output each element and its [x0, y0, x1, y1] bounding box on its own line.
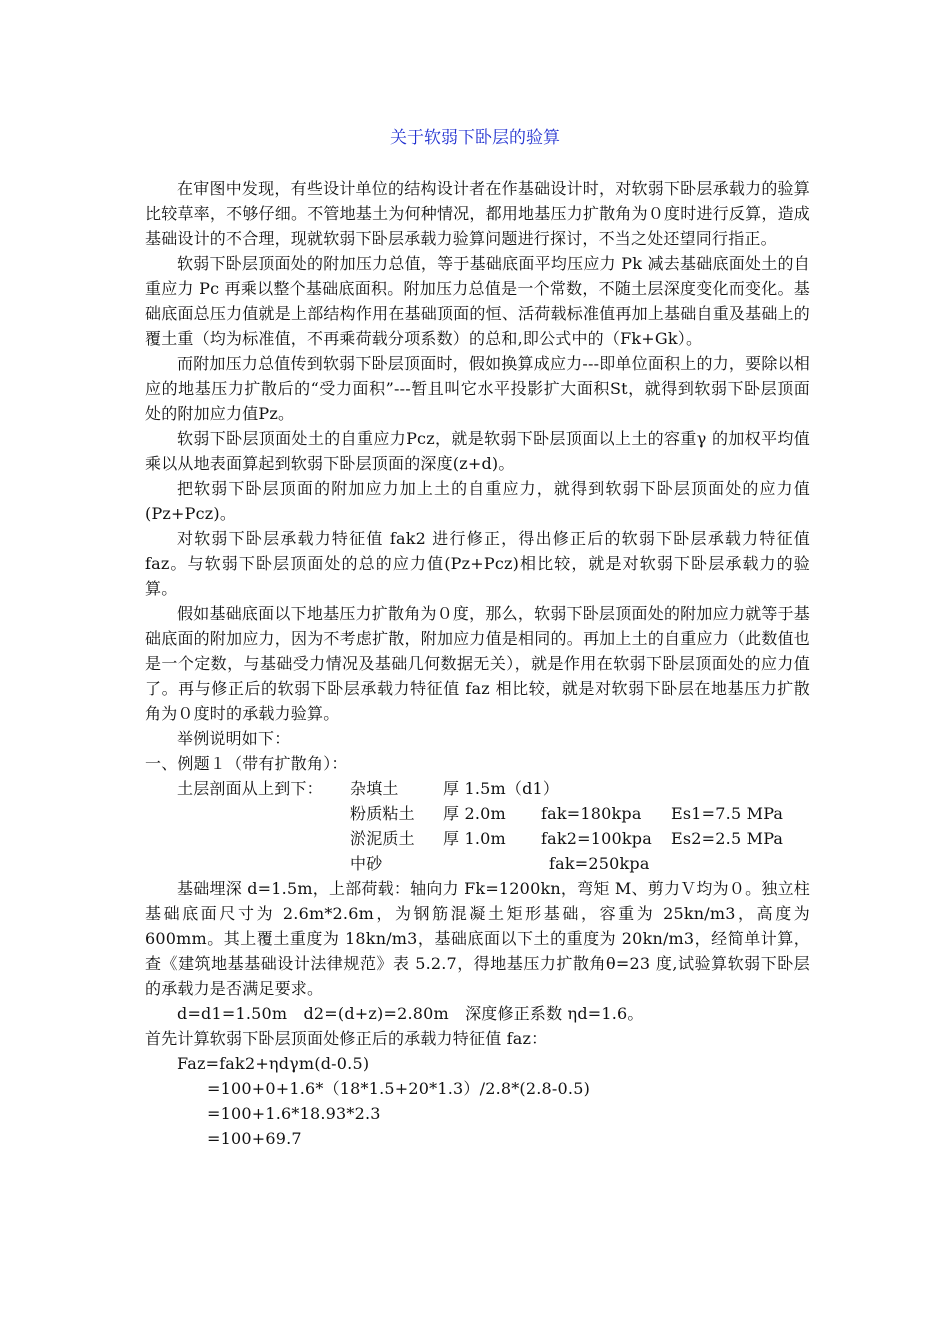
calc-line: Faz=fak2+ηdγm(d-0.5)	[177, 1054, 370, 1073]
document-body	[145, 176, 810, 1151]
soil-row	[145, 826, 810, 851]
soil-es: Es1=7.5 MPa	[671, 804, 784, 823]
example-description: 基础埋深 d=1.5m，上部荷载：轴向力 Fk=1200kn，弯矩 M、剪力Ｖ均为０。独立柱基础底面尺寸为 2.6m*2.6m，为钢筋混凝土矩形基础，容重为 25kn/m3，高度为 600mm。其上覆土重度为 18kn/m3，基础底面以下土的重度为 20kn/m3，经简单计算，查《建筑地基基础设计法律规范》表 5.2.7，得地基压力扩散角θ=23 度,试验算软弱下卧层的承载力是否满足要求。	[145, 879, 810, 998]
soil-fak: fak=250kpa	[549, 854, 650, 873]
soil-fak: fak=180kpa	[541, 804, 642, 823]
calc-intro: 首先计算软弱下卧层顶面处修正后的承载力特征值 faz：	[145, 1029, 548, 1048]
soil-row	[145, 801, 810, 826]
paragraph: 把软弱下卧层顶面的附加应力加上土的自重应力，就得到软弱下卧层顶面处的应力值(Pz+Pcz)。	[145, 479, 810, 523]
soil-name: 粉质粘土	[350, 804, 415, 823]
soil-fak	[541, 776, 671, 801]
soil-name: 杂填土	[350, 779, 399, 798]
calc-line: =100+69.7	[207, 1129, 302, 1148]
paragraph: 举例说明如下：	[177, 729, 291, 748]
soil-thickness: 厚 1.0m	[443, 829, 506, 848]
paragraph: 软弱下卧层顶面处的附加压力总值，等于基础底面平均压应力 Pk 减去基础底面处土的自重应力 Pc 再乘以整个基础底面积。附加压力总值是一个常数，不随土层深度变化而变化。基础底面总压力值就是上部结构作用在基础顶面的恒、活荷载标准值再加上基础自重及基础上的覆土重（均为标准值，不再乘荷载分项系数）的总和,即公式中的（Fk+Gk）。	[145, 254, 810, 348]
paragraph: 而附加压力总值传到软弱下卧层顶面时，假如换算成应力---即单位面积上的力，要除以相应的地基压力扩散后的“受力面积”---暂且叫它水平投影扩大面积St，就得到软弱下卧层顶面处的附加应力值Pz。	[145, 354, 810, 423]
document-title: 关于软弱下卧层的验算	[390, 128, 560, 148]
soil-fak: fak2=100kpa	[541, 829, 652, 848]
calc-line: =100+0+1.6*（18*1.5+20*1.3）/2.8*(2.8-0.5)	[207, 1079, 591, 1098]
soil-name: 淤泥质土	[350, 829, 415, 848]
soil-es: Es2=2.5 MPa	[671, 829, 784, 848]
paragraph: 软弱下卧层顶面处土的自重应力Pcz，就是软弱下卧层顶面以上土的容重γ 的加权平均值乘以从地表面算起到软弱下卧层顶面的深度(z+d)。	[145, 429, 810, 473]
example-heading: 一、例题１（带有扩散角）：	[145, 754, 348, 773]
depth-line: d=d1=1.50m d2=(d+z)=2.80m 深度修正系数 ηd=1.6。	[177, 1004, 644, 1023]
soil-profile	[145, 776, 810, 876]
soil-row	[145, 776, 810, 801]
soil-thickness: 厚 2.0m	[443, 804, 506, 823]
soil-name: 中砂	[350, 854, 383, 873]
calc-line: =100+1.6*18.93*2.3	[207, 1104, 381, 1123]
paragraph: 在审图中发现，有些设计单位的结构设计者在作基础设计时，对软弱下卧层承载力的验算比较草率，不够仔细。不管地基土为何种情况，都用地基压力扩散角为０度时进行反算，造成基础设计的不合理，现就软弱下卧层承载力验算问题进行探讨，不当之处还望同行指正。	[145, 179, 810, 248]
soil-thickness: 厚 1.5m（d1）	[443, 779, 560, 798]
soil-row	[145, 851, 810, 876]
soil-lead: 土层剖面从上到下：	[177, 779, 323, 798]
soil-thickness	[443, 851, 541, 876]
paragraph: 对软弱下卧层承载力特征值 fak2 进行修正，得出修正后的软弱下卧层承载力特征值 faz。与软弱下卧层顶面处的总的应力值(Pz+Pcz)相比较，就是对软弱下卧层承载力的验算。	[145, 529, 810, 598]
paragraph: 假如基础底面以下地基压力扩散角为０度，那么，软弱下卧层顶面处的附加应力就等于基础底面的附加应力，因为不考虑扩散，附加应力值是相同的。再加上土的自重应力（此数值也是一个定数，与基础受力情况及基础几何数据无关），就是作用在软弱下卧层顶面处的应力值了。再与修正后的软弱下卧层承载力特征值 faz 相比较，就是对软弱下卧层在地基压力扩散角为０度时的承载力验算。	[145, 604, 810, 723]
